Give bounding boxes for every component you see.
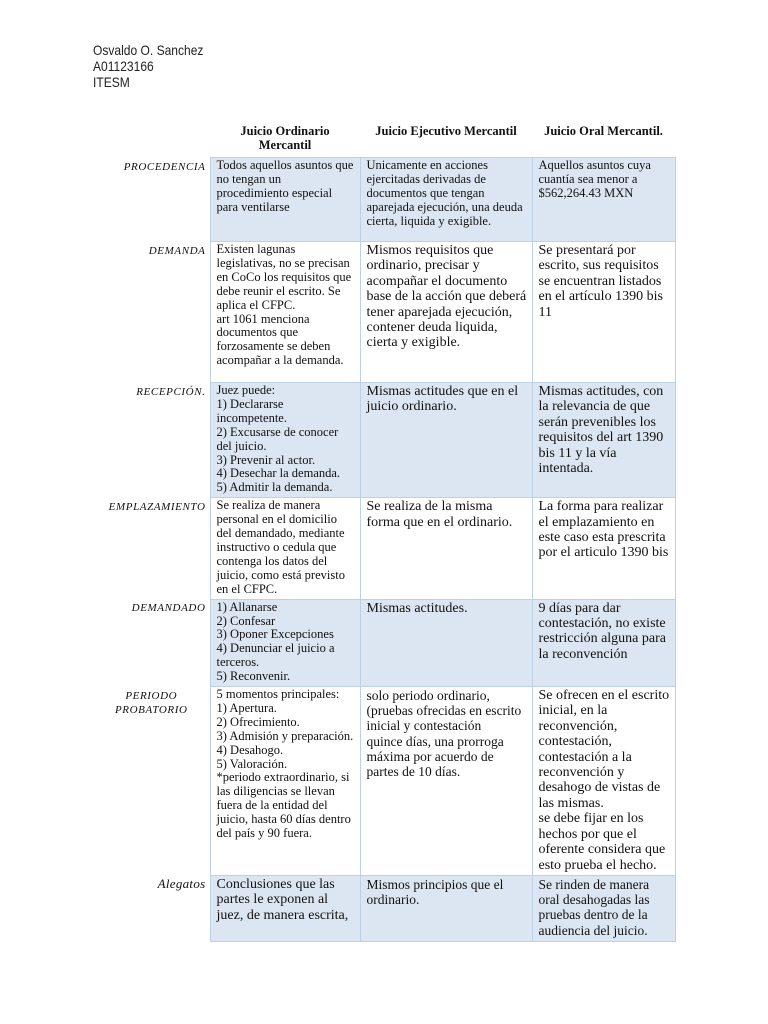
cell-ejecutivo: Mismas actitudes. — [360, 599, 532, 686]
cell-ordinario: Se realiza de manera personal en el domicilio del demandado, mediante instructivo o cedula que contenga los datos del juicio, como está previsto en el CFPC. — [210, 498, 360, 599]
row-label: Alegatos — [157, 876, 206, 892]
cell-oral: Se rinden de manera oral desahogadas las pruebas dentro de la audiencia del juicio. — [532, 875, 675, 941]
cell-ejecutivo: Mismos principios que el ordinario. — [360, 875, 532, 941]
cell-ordinario: Todos aquellos asuntos que no tengan un procedimiento especial para ventilarse — [210, 158, 360, 242]
cell-ejecutivo: Se realiza de la misma forma que en el ordinario. — [360, 498, 532, 599]
cell-ordinario: 5 momentos principales: 1) Apertura. 2) Ofrecimiento. 3) Admisión y preparación. 4) Desahogo. 5) Valoración. *periodo extraordinario, si las diligencias se llevan fuera de la entidad del juicio, hasta 60 días dentro del país y 90 fuera. — [210, 687, 360, 876]
row-procedencia — [93, 158, 675, 242]
row-label: DEMANDA — [148, 244, 206, 257]
cell-oral: Aquellos asuntos cuya cuantía sea menor a $562,264.43 MXN — [532, 158, 675, 242]
column-header-ordinario: Juicio Ordinario Mercantil — [240, 124, 330, 152]
student-id: A01123166 — [93, 58, 154, 74]
cell-ordinario: Juez puede: 1) Declararse incompetente. 2) Excusarse de conocer del juicio. 3) Prevenir al actor. 4) Desechar la demanda. 5) Admitir la demanda. — [210, 383, 360, 498]
comparison-table — [93, 120, 676, 942]
cell-ejecutivo: Unicamente en acciones ejercitadas derivadas de documentos que tengan aparejada ejecución, una deuda cierta, liquida y exigible. — [360, 158, 532, 242]
author-name: Osvaldo O. Sanchez — [93, 42, 204, 58]
header-corner — [93, 120, 210, 158]
row-recepcion — [93, 383, 675, 498]
cell-ejecutivo: Mismas actitudes que en el juicio ordinario. — [360, 383, 532, 498]
cell-ordinario: Existen lagunas legislativas, no se precisan en CoCo los requisitos que debe reunir el escrito. Se aplica el CFPC. art 1061 menciona documentos que forzosamente se deben acompañar a la demanda. — [210, 242, 360, 383]
cell-oral: La forma para realizar el emplazamiento en este caso esta prescrita por el articulo 1390 bis — [532, 498, 675, 599]
author-header — [93, 42, 203, 90]
cell-oral: 9 días para dar contestación, no existe restricción alguna para la reconvención — [532, 599, 675, 686]
cell-ordinario: 1) Allanarse 2) Confesar 3) Oponer Excepciones 4) Denunciar el juicio a terceros. 5) Reconvenir. — [210, 599, 360, 686]
cell-ejecutivo: solo periodo ordinario, (pruebas ofrecidas en escrito inicial y contestación quince días, una prorroga máxima por acuerdo de partes de 10 días. — [360, 687, 532, 876]
row-alegatos — [93, 875, 675, 941]
row-label: RECEPCIÓN. — [136, 385, 206, 398]
column-header-ejecutivo: Juicio Ejecutivo Mercantil — [375, 124, 517, 138]
row-label: PERIODO PROBATORIO — [114, 689, 188, 716]
cell-oral: Se ofrecen en el escrito inicial, en la reconvención, contestación, contestación a la reconvención y desahogo de vistas de las mismas. se debe fijar en los hechos por que el oferente considera que esto prueba el hecho. — [532, 687, 675, 876]
row-demanda — [93, 242, 675, 383]
row-emplazamiento — [93, 498, 675, 599]
table-header-row — [93, 120, 675, 158]
cell-oral: Mismas actitudes, con la relevancia de que serán prevenibles los requisitos del art 1390 bis 11 y la vía intentada. — [532, 383, 675, 498]
cell-ejecutivo: Mismos requisitos que ordinario, precisar y acompañar el documento base de la acción que deberá tener aparejada ejecución, contener deuda liquida, cierta y exigible. — [360, 242, 532, 383]
column-header-oral: Juicio Oral Mercantil. — [544, 124, 663, 138]
institution: ITESM — [93, 74, 130, 90]
row-label: EMPLAZAMIENTO — [108, 500, 206, 513]
cell-oral: Se presentará por escrito, sus requisitos se encuentran listados en el artículo 1390 bis 11 — [532, 242, 675, 383]
row-periodo-probatorio — [93, 687, 675, 876]
row-label: DEMANDADO — [131, 602, 206, 615]
row-demandado — [93, 599, 675, 686]
row-label: PROCEDENCIA — [123, 160, 206, 173]
cell-ordinario: Conclusiones que las partes le exponen al juez, de manera escrita, — [210, 875, 360, 941]
